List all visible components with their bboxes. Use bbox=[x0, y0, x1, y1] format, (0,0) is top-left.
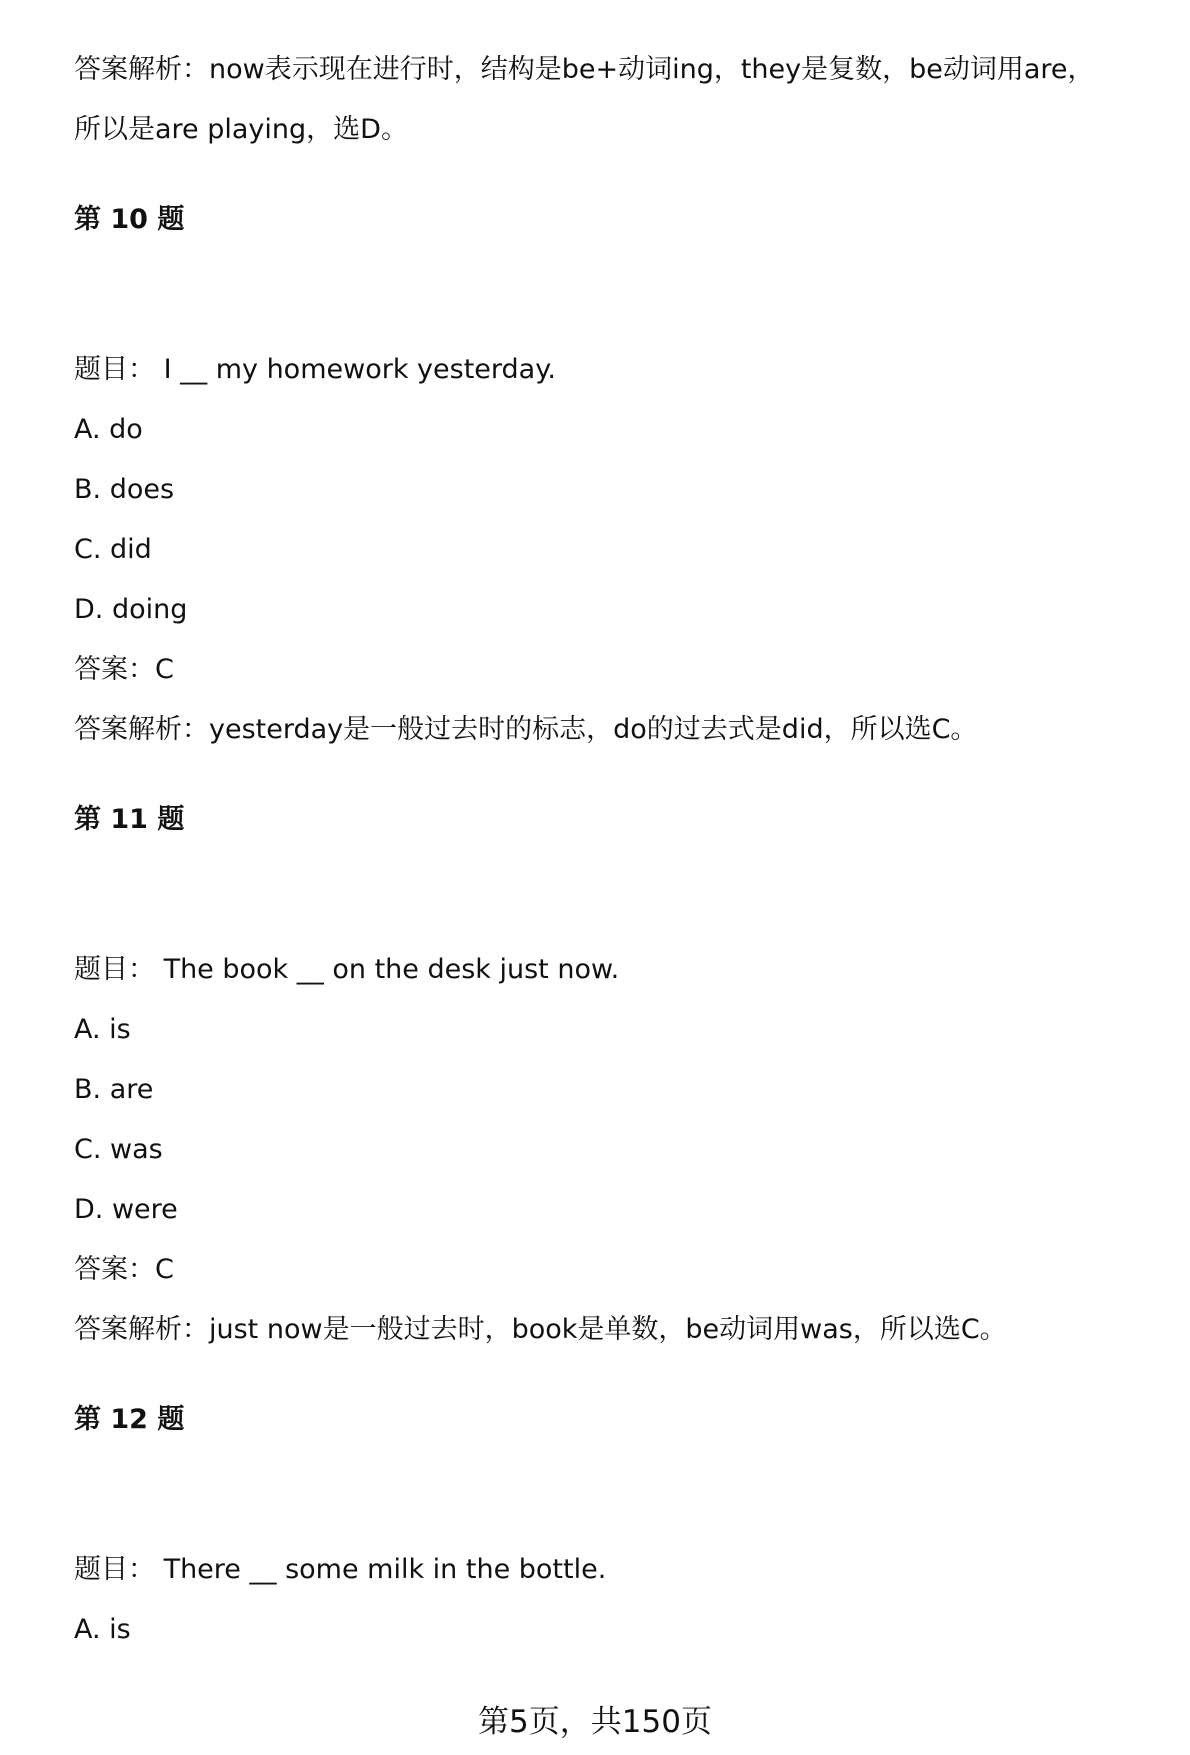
question-11-option-b: B. are bbox=[74, 1074, 154, 1105]
question-10-option-c: C. did bbox=[74, 534, 152, 565]
question-10-explanation: 答案解析：yesterday是一般过去时的标志，do的过去式是did，所以选C。 bbox=[74, 714, 978, 745]
question-11-option-c: C. was bbox=[74, 1134, 163, 1165]
question-10-stem: 题目： I __ my homework yesterday. bbox=[74, 354, 556, 385]
prev-explanation-line-2: 所以是are playing，选D。 bbox=[74, 114, 408, 145]
question-11-option-a: A. is bbox=[74, 1014, 131, 1045]
question-12-heading: 第 12 题 bbox=[74, 1404, 185, 1435]
question-11-stem: 题目： The book __ on the desk just now. bbox=[74, 954, 620, 985]
question-10-option-d: D. doing bbox=[74, 594, 188, 625]
question-11-explanation: 答案解析：just now是一般过去时，book是单数，be动词用was，所以选C。 bbox=[74, 1314, 1007, 1345]
question-11-option-d: D. were bbox=[74, 1194, 178, 1225]
page-number-footer: 第5页，共150页 bbox=[478, 1704, 712, 1740]
question-11-answer: 答案：C bbox=[74, 1254, 174, 1285]
question-10-option-b: B. does bbox=[74, 474, 175, 505]
question-12-option-a: A. is bbox=[74, 1614, 131, 1645]
prev-explanation-line-1: 答案解析：now表示现在进行时，结构是be+动词ing，they是复数，be动词用are， bbox=[74, 54, 1095, 85]
question-12-stem: 题目： There __ some milk in the bottle. bbox=[74, 1554, 607, 1585]
question-10-option-a: A. do bbox=[74, 414, 143, 445]
question-10-answer: 答案：C bbox=[74, 654, 174, 685]
question-10-heading: 第 10 题 bbox=[74, 204, 185, 235]
question-11-heading: 第 11 题 bbox=[74, 804, 185, 835]
